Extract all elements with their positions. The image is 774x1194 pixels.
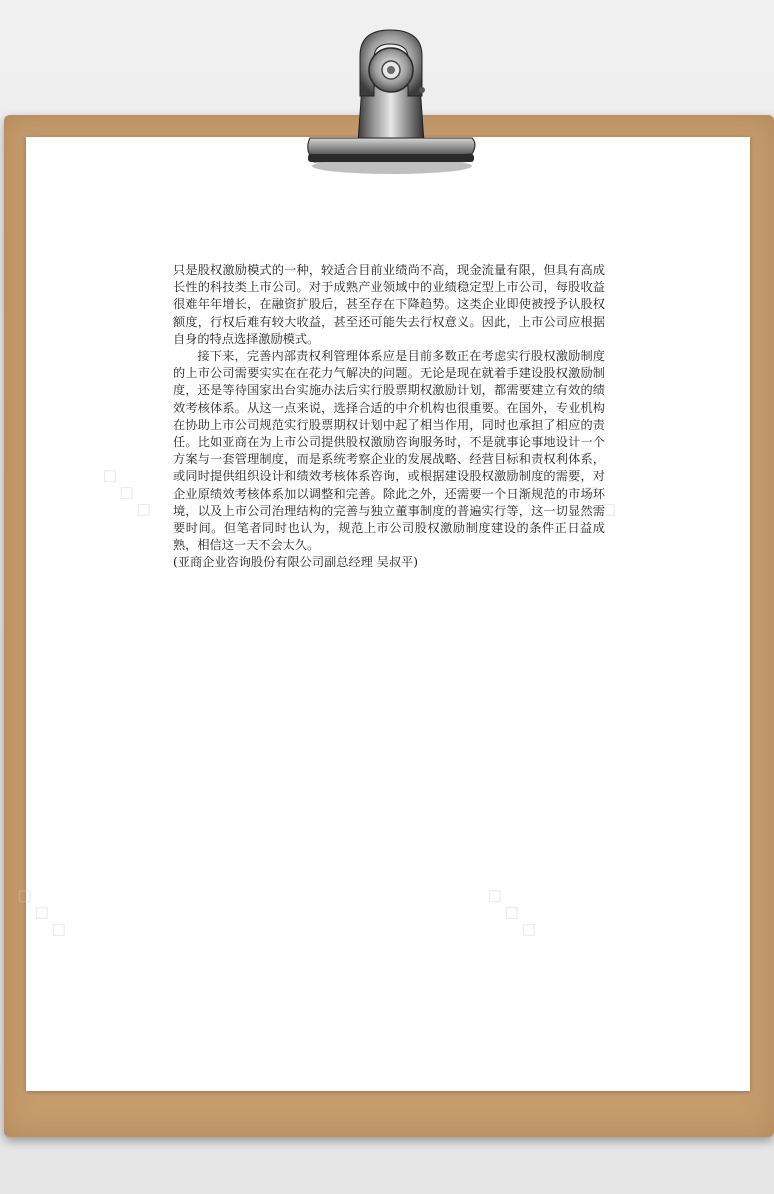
signature: (亚商企业咨询股份有限公司副总经理 吴叔平): [173, 555, 418, 570]
watermark: ◇ ◇ ◇: [560, 460, 625, 525]
paragraph: 接下来，完善内部责权利管理体系应是目前多数正在考虑实行股权激励制度的上市公司需要实实在在花力气解决的问题。无论是现在就着手建设股权激励制度，还是等待国家出台实施办法后实行股票期权激励计划，都需要建立有效的绩效考核体系。从这一点来说，选择合适的中介机构也很重要。在国外，专业机构在协助上市公司规范实行股票期权计划中起了相当作用，同时也承担了相应的责任。比如亚商在为上市公司提供股权激励咨询服务时，不是就事论事地设计一个方案与一套管理制度，而是系统考察企业的发展战略、经营目标和责权利体系，或同时提供组织设计和绩效考核体系咨询，或根据建设股权激励制度的需要，对企业原绩效考核体系加以调整和完善。除此之外，还需要一个日渐规范的市场环境，以及上市公司治理结构的完善与独立董事制度的普遍实行等，这一切显然需要时间。但笔者同时也认为，规范上市公司股权激励制度建设的条件正日益成熟，相信这一天不会太久。: [173, 349, 605, 553]
paragraph: 只是股权激励模式的一种，较适合目前业绩尚不高，现金流量有限，但具有高成长性的科技类上市公司。对于成熟产业领域中的业绩稳定型上市公司，每股收益很难年年增长，在融资扩股后，甚至存在下降趋势。这类企业即使被授予认股权额度，行权后难有较大收益，甚至还可能失去行权意义。因此，上市公司应根据自身的特点选择激励模式。: [173, 263, 605, 346]
document-text: [173, 262, 605, 572]
watermark: ◇ ◇ ◇: [95, 460, 160, 525]
watermark: ◇ ◇ ◇: [10, 880, 75, 945]
binder-clip-icon: [300, 26, 480, 180]
watermark: ◇ ◇ ◇: [480, 880, 545, 945]
